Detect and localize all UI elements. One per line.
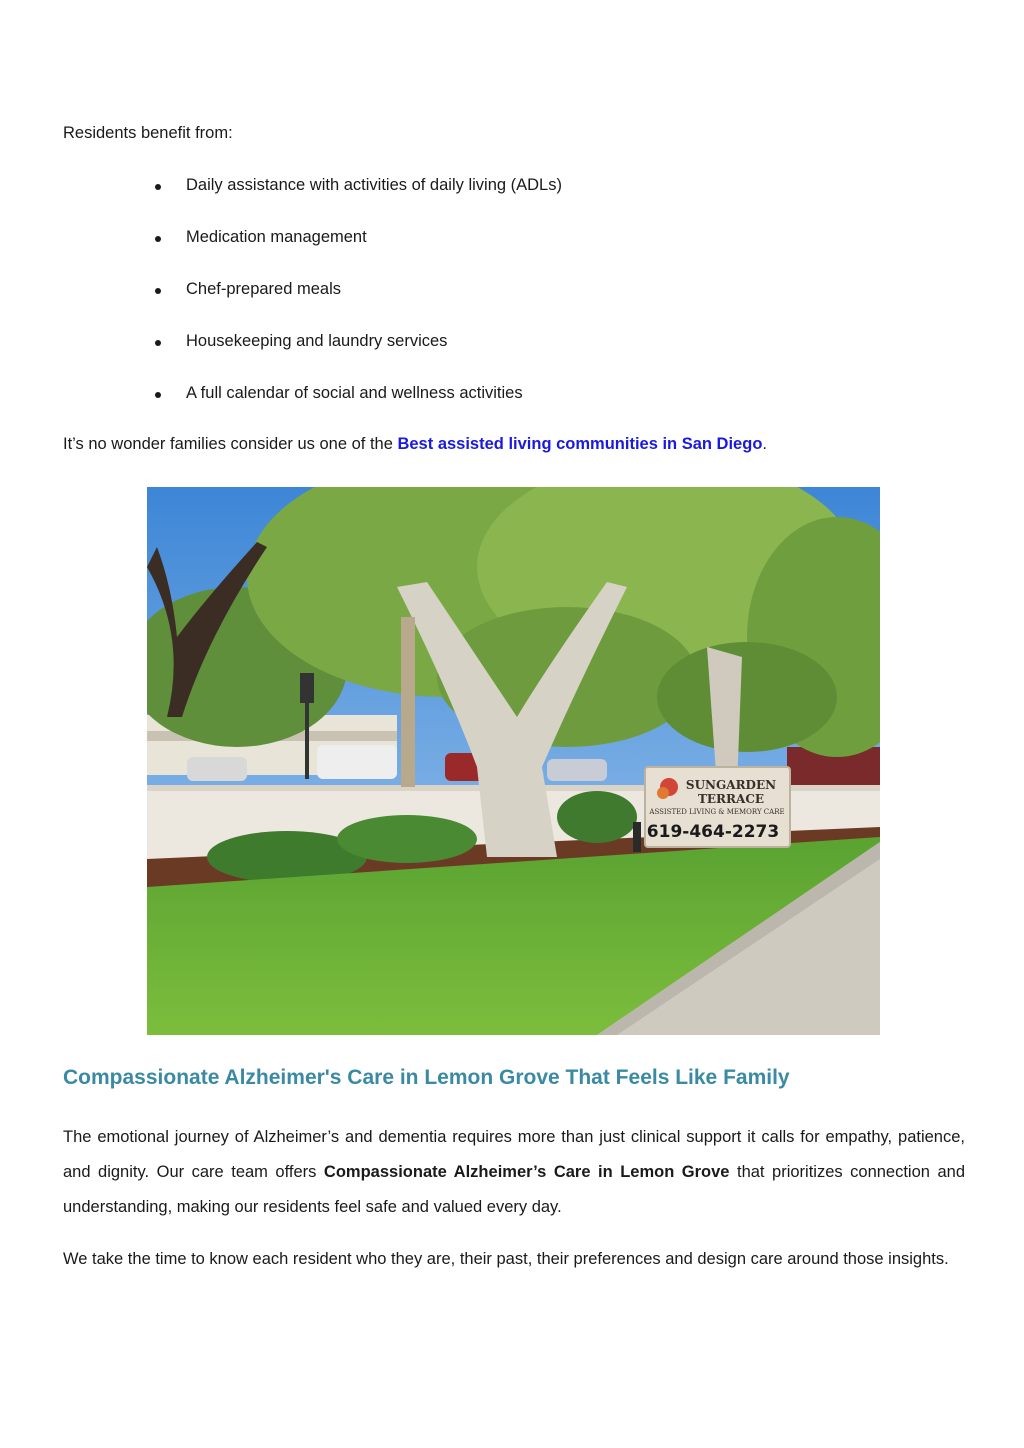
intro-text: Residents benefit from: (63, 124, 233, 142)
bullet-icon (155, 288, 161, 294)
sign-name-line2: TERRACE (697, 792, 765, 806)
bullet-icon (155, 340, 161, 346)
section-heading: Compassionate Alzheimer's Care in Lemon Grove That Feels Like Family (63, 1066, 790, 1089)
paragraph-know-residents: We take the time to know each resident who they are, their past, their preferences and design care around those insights. (63, 1250, 949, 1268)
list-item: Medication management (0, 228, 1024, 280)
bullet-icon (155, 236, 161, 242)
paragraph-alzheimers-care: The emotional journey of Alzheimer’s and dementia requires more than just clinical support it calls for empathy, patience, and dignity. Our care team offers Compassionate Alzheimer’s Care in Lemon Grove that prioritizes connection and understanding, making our residents feel safe and valued every day. (63, 1128, 965, 1216)
bullet-icon (155, 184, 161, 190)
list-item: Chef-prepared meals (0, 280, 1024, 332)
sign-phone: 619-464-2273 (646, 822, 780, 842)
best-assisted-living-link[interactable]: Best assisted living communities in San Diego (397, 435, 763, 453)
list-item: A full calendar of social and wellness activities (0, 384, 1024, 436)
sign-tagline: ASSISTED LIVING & MEMORY CARE (649, 808, 785, 816)
list-item: Housekeeping and laundry services (0, 332, 1024, 384)
community-photo (147, 487, 880, 1035)
benefits-list (0, 176, 1024, 436)
wonder-sentence: It’s no wonder families consider us one of the Best assisted living communities in San Diego. (63, 435, 767, 453)
bullet-icon (155, 392, 161, 398)
sign-name-line1: SUNGARDEN (685, 778, 777, 792)
list-item: Daily assistance with activities of daily living (ADLs) (0, 176, 1024, 228)
